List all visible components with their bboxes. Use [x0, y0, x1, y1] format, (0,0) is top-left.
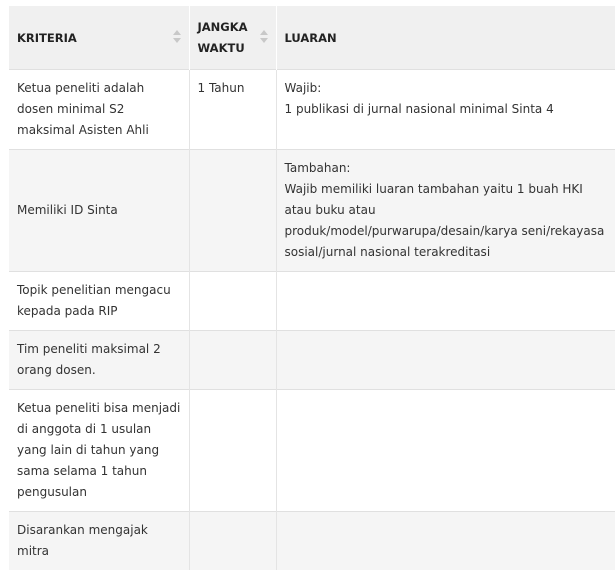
cell-kriteria: Ketua peneliti adalah dosen minimal S2 maksimal Asisten Ahli: [9, 70, 189, 150]
column-header-luaran: [276, 6, 615, 70]
cell-kriteria: Tim peneliti maksimal 2 orang dosen.: [9, 331, 189, 390]
cell-kriteria: Ketua peneliti bisa menjadi di anggota di 1 usulan yang lain di tahun yang sama selama 1 tahun pengusulan: [9, 390, 189, 512]
column-header-label: JANGKA WAKTU: [198, 20, 248, 55]
column-header-jangka-waktu[interactable]: [189, 6, 276, 70]
criteria-table-container: [9, 6, 615, 570]
cell-luaran: [276, 390, 615, 512]
luaran-line: Wajib memiliki luaran tambahan yaitu 1 buah HKI atau buku atau produk/model/purwarupa/desain/karya seni/rekayasa sosial/jurnal nasional terakreditasi: [285, 179, 608, 263]
cell-kriteria: Disarankan mengajak mitra: [9, 512, 189, 570]
cell-luaran: [276, 70, 615, 150]
table-row: [9, 272, 615, 331]
cell-jangka-waktu: [189, 331, 276, 390]
cell-luaran: [276, 331, 615, 390]
table-header-row: [9, 6, 615, 70]
column-header-label: LUARAN: [285, 31, 337, 45]
cell-jangka-waktu: [189, 512, 276, 570]
cell-luaran: [276, 150, 615, 272]
table-row: [9, 512, 615, 570]
criteria-table: [9, 6, 615, 570]
cell-jangka-waktu: [189, 272, 276, 331]
table-row: [9, 70, 615, 150]
sort-icon[interactable]: [173, 30, 181, 43]
luaran-line: Tambahan:: [285, 158, 608, 179]
column-header-label: KRITERIA: [17, 31, 77, 45]
cell-jangka-waktu: [189, 390, 276, 512]
table-row: [9, 331, 615, 390]
cell-kriteria: Topik penelitian mengacu kepada pada RIP: [9, 272, 189, 331]
luaran-line: Wajib:: [285, 78, 608, 99]
cell-kriteria: Memiliki ID Sinta: [9, 150, 189, 272]
luaran-line: 1 publikasi di jurnal nasional minimal Sinta 4: [285, 99, 608, 120]
cell-jangka-waktu: 1 Tahun: [189, 70, 276, 150]
cell-luaran: [276, 272, 615, 331]
table-row: [9, 390, 615, 512]
cell-jangka-waktu: [189, 150, 276, 272]
sort-icon[interactable]: [260, 30, 268, 43]
table-row: [9, 150, 615, 272]
cell-luaran: [276, 512, 615, 570]
column-header-kriteria[interactable]: [9, 6, 189, 70]
